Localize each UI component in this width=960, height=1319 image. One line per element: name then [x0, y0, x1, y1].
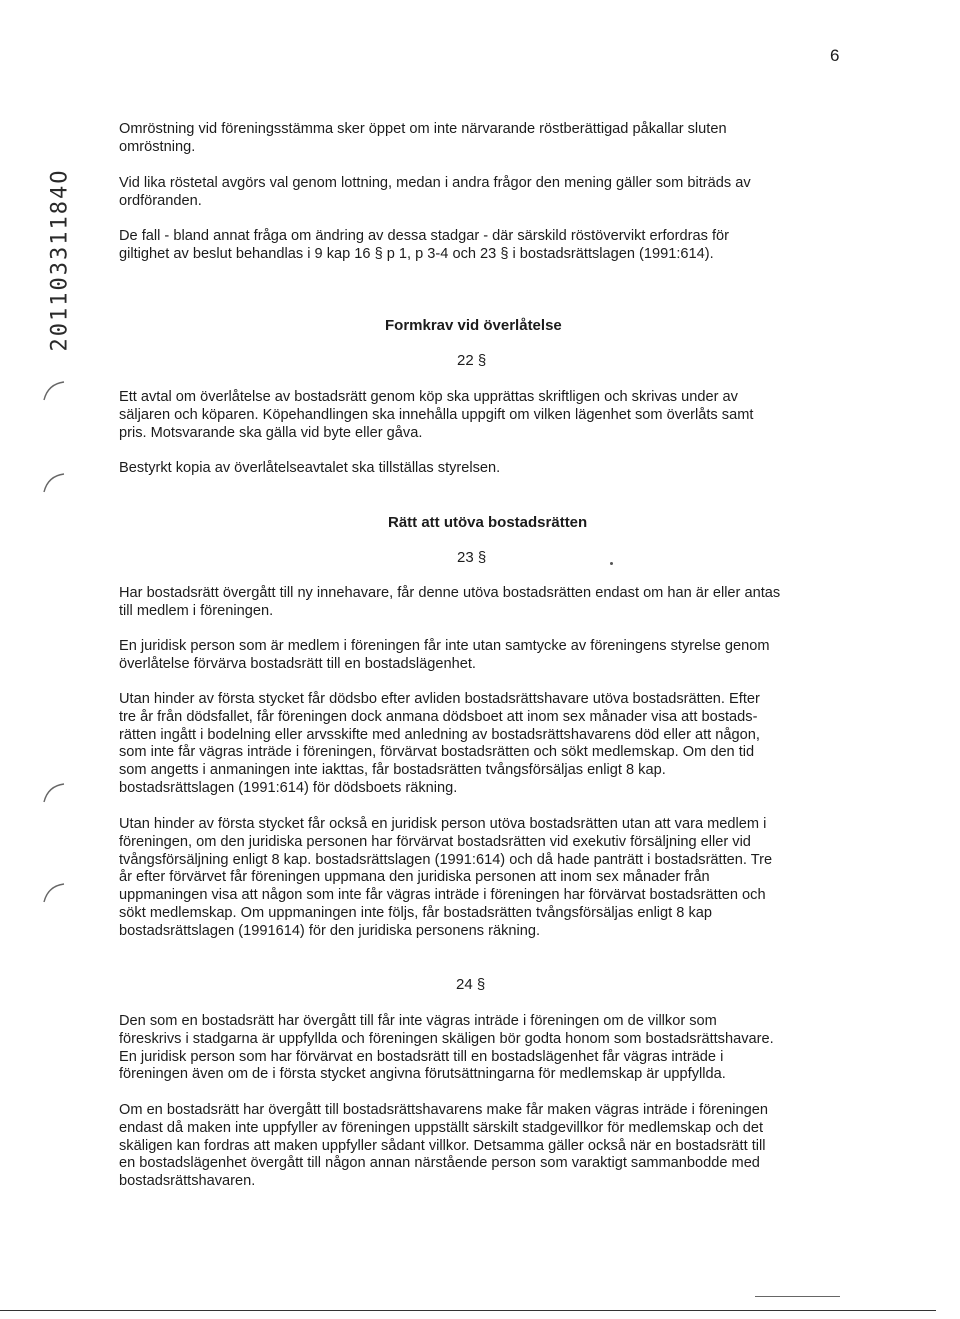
paragraph-intrade: Den som en bostadsrätt har övergått till får inte vägras inträde i föreningen om de villkor som föreskrivs i stadgarna är uppfyllda och föreningen skäligen bör godta honom som bostadsrättshavare. En juridisk person som har förvärvat en bostadsrätt till en bostadslägenhet får vägras inträde i föreningen även om de i första stycket angivna förutsättningarna för medlemskap är uppfyllda. [119, 1013, 774, 1083]
paragraph-rostovervikt: De fall - bland annat fråga om ändring av dessa stadgar - där särskild röstövervikt erfordras för giltighet av beslut behandlas i 9 kap 16 § p 1, p 3-4 och 23 § i bostadsrättslagen (1991:614). [119, 228, 729, 262]
heading-formkrav: Formkrav vid överlåtelse [385, 317, 562, 334]
section-23: 23 § [457, 549, 487, 566]
paragraph-bestyrkt-kopia: Bestyrkt kopia av överlåtelseavtalet ska tillställas styrelsen. [119, 460, 501, 476]
section-24: 24 § [456, 976, 486, 993]
punch-hole-mark-3 [40, 780, 68, 808]
bottom-rule [0, 1310, 936, 1311]
punch-hole-mark-2 [40, 470, 68, 498]
paragraph-dodsbo: Utan hinder av första stycket får dödsbo efter avliden bostadsrättshavare utöva bostadsrätten. Efter tre år från dödsfallet, får föreningen dock anmana dödsboet att inom sex månader visa att bostads- rätten ingått i bodelning eller arvsskifte med anledning av bostadsrättshavarens död eller att någon, som inte får vägras inträde i föreningen, förvärvat bostadsrätten och sökt medlemskap. Om den tid som angetts i anmaningen inte iakttas, får bostadsrätten tvångsförsäljas enligt 8 kap. bostadsrättslagen (1991:614) för dödsboets räkning. [119, 691, 760, 796]
section-22: 22 § [457, 352, 487, 369]
scan-speck [610, 562, 613, 565]
paragraph-avtal-overlatelse: Ett avtal om överlåtelse av bostadsrätt genom köp ska upprättas skriftligen och skrivas under av säljaren och köparen. Köpehandlingen ska innehålla uppgift om vilken lägenhet som överlåts samt pris. Motsvarande ska gälla vid byte eller gåva. [119, 389, 754, 441]
paragraph-roestning-sluten: Omröstning vid föreningsstämma sker öppet om inte närvarande röstberättigad påkallar sluten omröstning. [119, 121, 727, 155]
paragraph-make: Om en bostadsrätt har övergått till bostadsrättshavarens make får maken vägras inträde i föreningen endast då maken inte uppfyller av föreningen uppställt särskilt stadgevillkor för medlemskap och det skäligen kan fordras att maken uppfyller sådant villkor. Detsamma gäller också när en bostadsrätt till en bostadslägenhet övergått till någon annan närstående person som varaktigt sammanbodde med bostadsrättshavaren. [119, 1102, 768, 1190]
paragraph-juridisk-person-medlem: En juridisk person som är medlem i föreningen får inte utan samtycke av föreningens styrelse genom överlåtelse förvärva bostadsrätt till en bostadslägenhet. [119, 638, 770, 672]
paragraph-lika-roestetal: Vid lika röstetal avgörs val genom lottning, medan i andra frågor den mening gäller som biträds av ordföranden. [119, 175, 751, 209]
paragraph-juridisk-person-exekutiv: Utan hinder av första stycket får också en juridisk person utöva bostadsrätten utan att vara medlem i föreningen, om den juridiska personen har förvärvat bostadsrätten vid exekutiv försäljning eller vid tvångsförsäljning enligt 8 kap. bostadsrättslagen (1991:614) och då hade panträtt i bostadsrätten. Tre år efter förvärvet får föreningen uppmana den juridiska personen att inom sex månader från uppmaningen visa att någon som inte får vägras inträde i föreningen har förvärvat bostadsrätten och sökt medlemskap. Om uppmaningen inte följs, får bostadsrätten tvångsförsäljas enligt 8 kap bostadsrättslagen (1991614) för den juridiska personens räkning. [119, 816, 773, 939]
punch-hole-mark-1 [40, 378, 68, 406]
punch-hole-mark-4 [40, 880, 68, 908]
heading-ratt-utova: Rätt att utöva bostadsrätten [388, 514, 588, 531]
paragraph-ny-innehavare: Har bostadsrätt övergått till ny innehavare, får denne utöva bostadsrätten endast om han är eller antas till medlem i föreningen. [119, 585, 781, 619]
page-number: 6 [830, 46, 840, 65]
bottom-rule-short [755, 1296, 840, 1297]
stamp-id: 20110331184O [47, 168, 73, 352]
document-stamp [43, 168, 77, 352]
